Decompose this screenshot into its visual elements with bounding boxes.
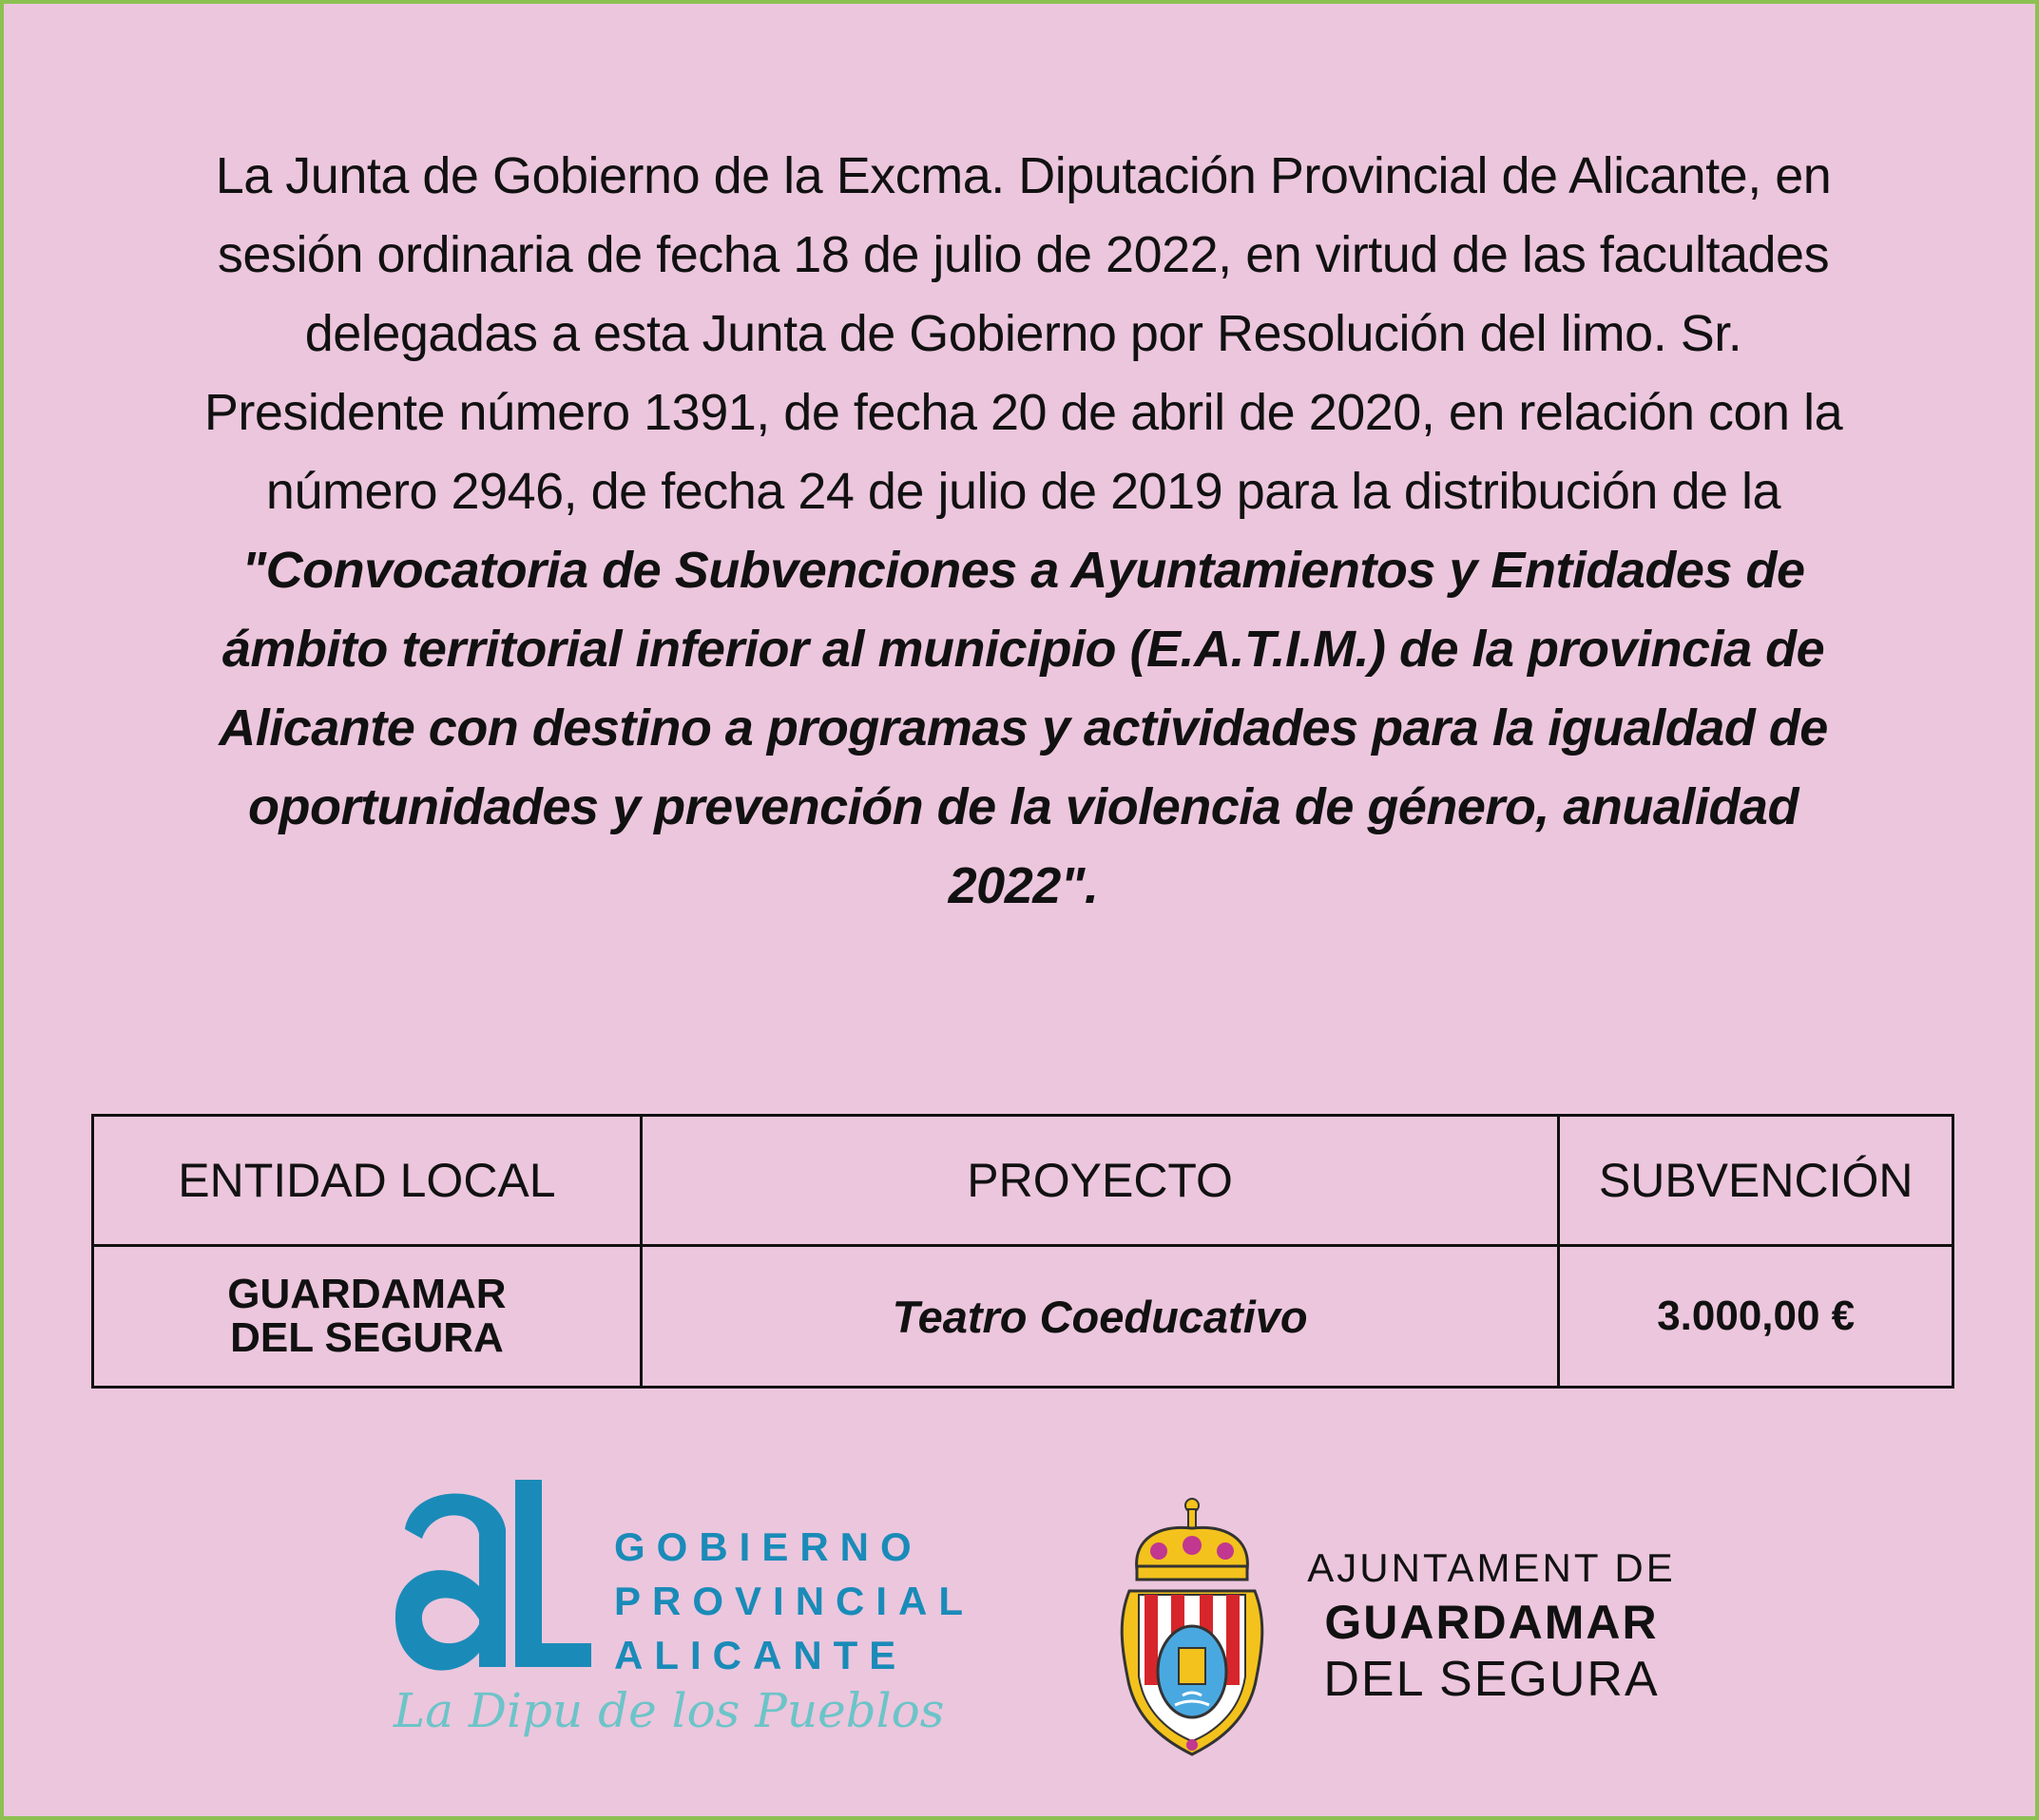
guardamar-line-1: AJUNTAMENT DE	[1307, 1545, 1676, 1590]
dipu-logo	[394, 1463, 975, 1767]
guardamar-coat-of-arms-icon	[1116, 1496, 1268, 1757]
header-proyecto: PROYECTO	[641, 1116, 1558, 1246]
guardamar-name	[1292, 1542, 1691, 1709]
entity-line-2: DEL SEGURA	[230, 1314, 504, 1361]
guardamar-line-2: GUARDAMAR	[1324, 1596, 1659, 1649]
dipu-al-monogram-icon	[394, 1463, 603, 1681]
dipu-line-3: ALICANTE	[614, 1633, 908, 1677]
dipu-slogan: La Dipu de los Pueblos	[394, 1683, 945, 1738]
intro-plain-text: La Junta de Gobierno de la Excma. Diputación Provincial de Alicante, en sesión ordinaria de fecha 18 de julio de 2022, en virtud de las facultades delegadas a esta Junta de Gobierno por Resolución del limo. Sr. Presidente número 1391, de fecha 20 de abril de 2020, en relación con la número 2946, de fecha 24 de julio de 2019 para la distribución de la	[203, 147, 1843, 520]
cell-entity	[93, 1246, 642, 1388]
entity-line-1: GUARDAMAR	[227, 1271, 507, 1317]
table-row	[93, 1246, 1953, 1388]
dipu-line-1: GOBIERNO	[614, 1524, 923, 1569]
intro-paragraph	[184, 137, 1862, 926]
cell-project: Teatro Coeducativo	[641, 1246, 1558, 1388]
grant-table	[91, 1114, 1954, 1389]
intro-emphasis-text: "Convocatoria de Subvenciones a Ayuntamientos y Entidades de ámbito territorial inferior al municipio (E.A.T.I.M.) de la provincia de Alicante con destino a programas y actividades para la igualdad de oportunidades y prevención de la violencia de género, anualidad 2022".	[219, 542, 1828, 914]
table-header-row	[93, 1116, 1953, 1246]
guardamar-line-3: DEL SEGURA	[1323, 1652, 1660, 1707]
header-subvencion: SUBVENCIÓN	[1559, 1116, 1953, 1246]
guardamar-logo	[1116, 1496, 1676, 1772]
header-entidad-local: ENTIDAD LOCAL	[93, 1116, 642, 1246]
dipu-name	[614, 1520, 974, 1682]
cell-subsidy: 3.000,00 €	[1559, 1246, 1953, 1388]
dipu-line-2: PROVINCIAL	[614, 1579, 975, 1623]
